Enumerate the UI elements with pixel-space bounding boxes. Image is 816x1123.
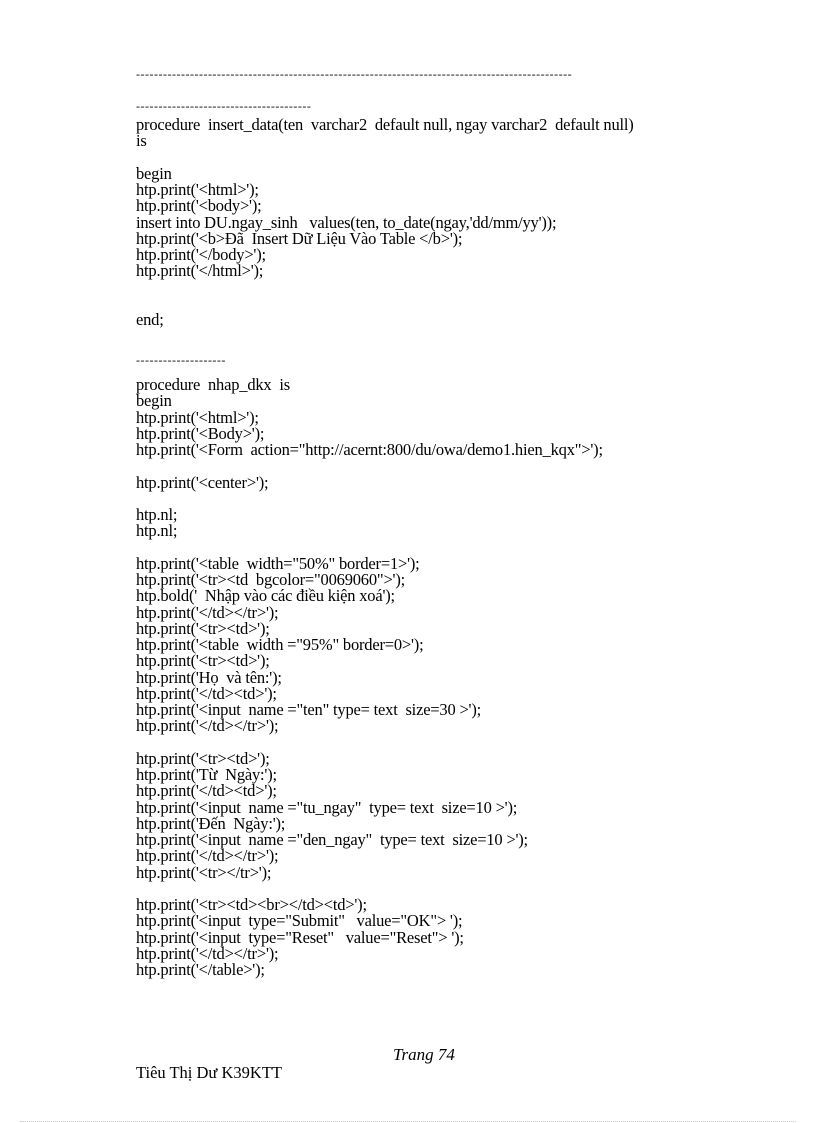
code-line: htp.print('<input name ="ten" type= text size=30 >');	[136, 700, 481, 719]
code-line: htp.print('<html>');	[136, 407, 259, 427]
code-line: htp.print('<input type="Submit" value="OK"> ');	[136, 911, 463, 931]
code-line: htp.print('</table>');	[136, 960, 265, 979]
code-line: htp.print('</td></tr>');	[136, 602, 279, 622]
code-line: procedure insert_data(ten varchar2 default null, ngay varchar2 default null)	[136, 115, 634, 134]
code-line: end;	[136, 310, 164, 329]
code-line: htp.bold(' Nhập vào các điều kiện xoá');	[136, 586, 395, 606]
code-line: htp.print('<tr></tr>');	[136, 862, 272, 882]
code-line: htp.print('<tr><td bgcolor="0069060">');	[136, 570, 406, 589]
code-line: htp.print('</td></tr>');	[136, 716, 279, 736]
divider-top: -------------------------------------------------------------------------------------------------	[136, 67, 573, 81]
code-line: htp.print('<tr><td><br></td><td>');	[136, 895, 367, 914]
page-number: Trang 74	[393, 1045, 455, 1064]
code-line: htp.print('<tr><td>');	[136, 618, 270, 638]
divider-second: ---------------------------------------	[136, 99, 312, 113]
code-line: htp.print('<b>Đã Insert Dữ Liệu Vào Table </b>');	[136, 228, 463, 248]
code-line: insert into DU.ngay_sinh values(ten, to_date(ngay,'dd/mm/yy'));	[136, 212, 557, 232]
code-line: htp.print('<body>');	[136, 196, 262, 216]
code-line: htp.print('<html>');	[136, 180, 259, 199]
divider-third: --------------------	[136, 353, 226, 367]
code-line: htp.nl;	[136, 521, 178, 541]
code-line: htp.print('<tr><td>');	[136, 651, 270, 671]
code-line: htp.print('<center>');	[136, 472, 269, 492]
code-line: htp.print('</td><td>');	[136, 781, 277, 801]
code-line: htp.print('</td></tr>');	[136, 846, 279, 866]
code-line: htp.print('</body>');	[136, 245, 266, 264]
code-line: procedure nhap_dkx is	[136, 375, 290, 394]
code-line: htp.print('<table width ="95%" border=0>');	[136, 635, 424, 654]
footer-author: Tiêu Thị Dư K39KTT	[136, 1063, 282, 1082]
code-line: is	[136, 131, 147, 151]
code-line: htp.print('<tr><td>');	[136, 748, 270, 768]
code-line: htp.print('Họ và tên:');	[136, 667, 282, 687]
page-bottom-rule	[20, 1121, 796, 1122]
code-line: htp.print('Đến Ngày:');	[136, 813, 286, 833]
code-line: htp.print('<input name ="tu_ngay" type= text size=10 >');	[136, 797, 518, 817]
code-line: htp.print('<input name ="den_ngay" type= text size=10 >');	[136, 830, 528, 849]
code-line: htp.nl;	[136, 505, 178, 524]
code-line: htp.print('</td></tr>');	[136, 943, 279, 963]
code-line: htp.print('<Form action="http://acernt:800/du/owa/demo1.hien_kqx">');	[136, 440, 603, 459]
code-line: htp.print('<table width="50%" border=1>');	[136, 553, 420, 573]
code-line: htp.print('Từ Ngày:');	[136, 765, 277, 784]
code-line: htp.print('<Body>');	[136, 423, 265, 443]
code-line: begin	[136, 391, 172, 411]
code-line: begin	[136, 163, 172, 183]
code-line: htp.print('</html>');	[136, 261, 264, 281]
code-line: htp.print('</td><td>');	[136, 683, 277, 703]
code-line: htp.print('<input type="Reset" value="Reset"> ');	[136, 927, 464, 947]
